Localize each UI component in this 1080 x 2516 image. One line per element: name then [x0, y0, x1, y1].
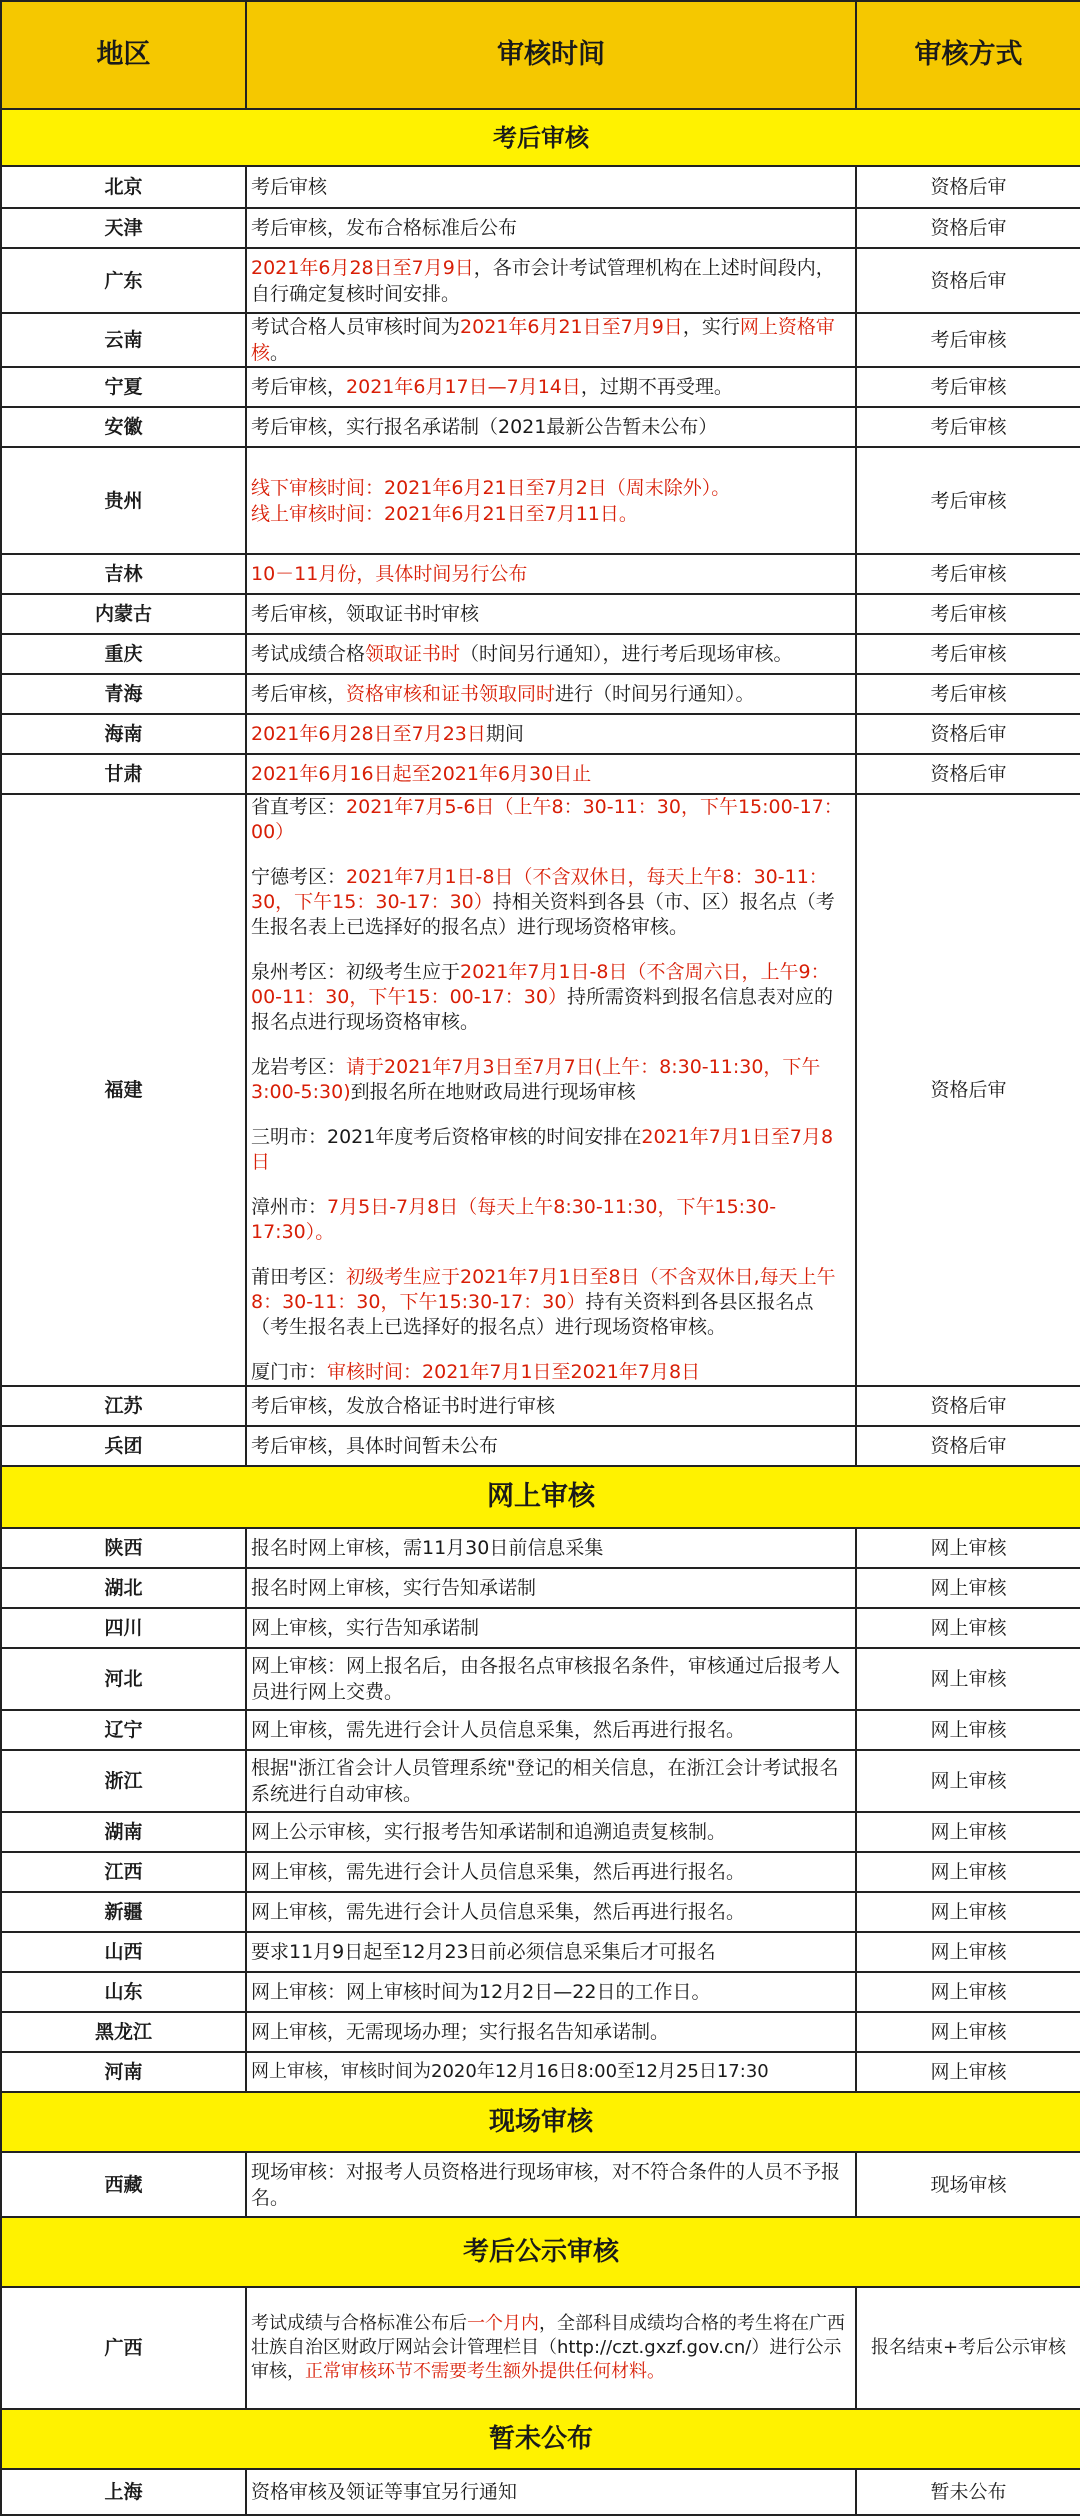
- region-cell: 天津: [1, 208, 246, 248]
- table-row: [1, 554, 1080, 594]
- time-cell: 考后审核，实行报名承诺制（2021最新公告暂未公布）: [246, 407, 856, 447]
- region-cell: 江西: [1, 1852, 246, 1892]
- time-text: 厦门市：: [251, 1361, 328, 1383]
- time-highlight: 网上资格审核: [251, 316, 835, 364]
- method-cell: 考后审核: [856, 313, 1080, 367]
- method-cell: 网上审核: [856, 1972, 1080, 2012]
- region-cell: 河南: [1, 2052, 246, 2092]
- method-cell: 网上审核: [856, 1528, 1080, 1568]
- time-cell: 网上审核，审核时间为2020年12月16日8:00至12月25日17:30: [246, 2052, 856, 2092]
- region-cell: 江苏: [1, 1386, 246, 1426]
- time-highlight: 2021年6月17日—7月14日: [346, 376, 581, 398]
- method-cell: 资格后审: [856, 714, 1080, 754]
- time-cell: 考后审核，发布合格标准后公布: [246, 208, 856, 248]
- table-row: [1, 407, 1080, 447]
- time-cell: 报名时网上审核，实行告知承诺制: [246, 1568, 856, 1608]
- table-row: [1, 634, 1080, 674]
- table-row: [1, 1426, 1080, 1466]
- fujian-paragraph: [251, 1055, 851, 1105]
- time-cell: [246, 248, 856, 313]
- method-cell: 网上审核: [856, 1648, 1080, 1710]
- method-cell: 资格后审: [856, 248, 1080, 313]
- method-cell: 资格后审: [856, 208, 1080, 248]
- fujian-paragraph: [251, 1360, 851, 1385]
- time-cell: 网上审核，需先进行会计人员信息采集，然后再进行报名。: [246, 1852, 856, 1892]
- time-cell: 网上审核，实行告知承诺制: [246, 1608, 856, 1648]
- region-cell: 四川: [1, 1608, 246, 1648]
- time-text: 泉州考区：初级考生应于: [251, 961, 461, 983]
- region-cell: 兵团: [1, 1426, 246, 1466]
- region-cell: 湖北: [1, 1568, 246, 1608]
- method-cell: 网上审核: [856, 2012, 1080, 2052]
- time-cell: 网上审核：网上报名后，由各报名点审核报名条件，审核通过后报考人员进行网上交费。: [246, 1648, 856, 1710]
- section-row: [1, 2217, 1080, 2287]
- time-highlight: 2021年6月28日至7月9日: [251, 256, 474, 279]
- time-cell: 报名时网上审核，需11月30日前信息采集: [246, 1528, 856, 1568]
- method-cell: 暂未公布: [856, 2469, 1080, 2515]
- time-text: 进行（时间另行通知）。: [555, 683, 755, 705]
- region-cell: 湖南: [1, 1812, 246, 1852]
- table-row: [1, 674, 1080, 714]
- time-highlight: 2021年7月1日-8日（不含周六日，上午9：00-11：30，下午15：00-17：30）: [251, 961, 830, 1008]
- method-cell: 网上审核: [856, 1710, 1080, 1750]
- time-highlight: 线下审核时间：2021年6月21日至7月2日（周末除外）。: [251, 476, 731, 499]
- time-cell: 要求11月9日起至12月23日前必须信息采集后才可报名: [246, 1932, 856, 1972]
- fujian-paragraph: [251, 1265, 851, 1340]
- time-cell: [246, 447, 856, 554]
- region-cell: 北京: [1, 166, 246, 208]
- section-online: 网上审核: [1, 1466, 1080, 1528]
- time-highlight: 请于2021年7月3日至7月7日(上午：8:30-11:30，下午3:00-5:30): [251, 1056, 821, 1103]
- time-cell: 网上审核，需先进行会计人员信息采集，然后再进行报名。: [246, 1710, 856, 1750]
- time-highlight: 7月5日-7月8日（每天上午8:30-11:30，下午15:30-17:30）。: [251, 1196, 777, 1243]
- time-highlight: 资格审核和证书领取同时: [346, 683, 556, 705]
- time-text: 省直考区：: [251, 796, 347, 818]
- method-cell: 网上审核: [856, 1568, 1080, 1608]
- region-cell: 西藏: [1, 2152, 246, 2217]
- time-cell: 根据"浙江省会计人员管理系统"登记的相关信息，在浙江会计考试报名系统进行自动审核。: [246, 1750, 856, 1812]
- time-text: 。: [270, 342, 290, 364]
- table-row: [1, 1892, 1080, 1932]
- region-cell: 重庆: [1, 634, 246, 674]
- region-cell: 青海: [1, 674, 246, 714]
- section-row: [1, 2409, 1080, 2469]
- table-row: [1, 367, 1080, 407]
- time-cell: 网上审核，需先进行会计人员信息采集，然后再进行报名。: [246, 1892, 856, 1932]
- time-text: 考后审核，: [251, 683, 347, 705]
- time-cell: 资格审核及领证等事宜另行通知: [246, 2469, 856, 2515]
- time-text: 龙岩考区：: [251, 1056, 347, 1078]
- time-highlight: 2021年7月1日-8日（不含双休日，每天上午8：30-11：30，下午15：30-17：30）: [251, 866, 828, 913]
- time-highlight: 领取证书时: [365, 643, 461, 665]
- time-text: 漳州市：: [251, 1196, 328, 1218]
- method-cell: 考后审核: [856, 407, 1080, 447]
- table-row: [1, 208, 1080, 248]
- method-cell: 网上审核: [856, 1608, 1080, 1648]
- time-text: 持相关资料到各县（市、区）报名点（考生报名表上已选择好的报名点）进行现场资格审核。: [251, 891, 835, 938]
- time-cell: [246, 2287, 856, 2409]
- method-cell: 网上审核: [856, 1812, 1080, 1852]
- time-text: ，过期不再受理。: [580, 376, 733, 398]
- time-cell: 现场审核：对报考人员资格进行现场审核，对不符合条件的人员不予报名。: [246, 2152, 856, 2217]
- time-cell: 10－11月份，具体时间另行公布: [246, 554, 856, 594]
- section-row: [1, 1466, 1080, 1528]
- section-row: [1, 2092, 1080, 2152]
- method-cell: 网上审核: [856, 1932, 1080, 1972]
- method-cell: 考后审核: [856, 634, 1080, 674]
- time-text: ，各市会计考试管理机构在上述时间段内，自行确定复核时间安排。: [251, 256, 835, 305]
- time-text: 期间: [485, 723, 524, 745]
- header-row: [1, 1, 1080, 109]
- table-row: [1, 1932, 1080, 1972]
- region-cell: 福建: [1, 794, 246, 1386]
- method-cell: 考后审核: [856, 674, 1080, 714]
- region-cell: 山东: [1, 1972, 246, 2012]
- method-cell: 考后审核: [856, 367, 1080, 407]
- method-cell: 报名结束+考后公示审核: [856, 2287, 1080, 2409]
- time-cell: 2021年6月16日起至2021年6月30日止: [246, 754, 856, 794]
- section-post-exam: 考后审核: [1, 109, 1080, 166]
- time-cell: 网上公示审核，实行报考告知承诺制和追溯追责复核制。: [246, 1812, 856, 1852]
- time-cell: 网上审核：网上审核时间为12月2日—22日的工作日。: [246, 1972, 856, 2012]
- region-cell: 贵州: [1, 447, 246, 554]
- time-text: 持所需资料到报名信息表对应的报名点进行现场资格审核。: [251, 986, 833, 1033]
- time-cell: 考后审核，具体时间暂未公布: [246, 1426, 856, 1466]
- fujian-paragraph: [251, 1125, 851, 1175]
- table-row: [1, 1386, 1080, 1426]
- method-cell: 考后审核: [856, 554, 1080, 594]
- table-row: [1, 166, 1080, 208]
- header-time: 审核时间: [246, 1, 856, 109]
- time-cell: 网上审核，无需现场办理；实行报名告知承诺制。: [246, 2012, 856, 2052]
- method-cell: 网上审核: [856, 2052, 1080, 2092]
- time-cell: 考后审核，领取证书时审核: [246, 594, 856, 634]
- method-cell: 资格后审: [856, 1426, 1080, 1466]
- time-cell: [246, 634, 856, 674]
- method-cell: 资格后审: [856, 754, 1080, 794]
- table-row: [1, 1608, 1080, 1648]
- time-text: 考后审核，: [251, 376, 347, 398]
- region-cell: 安徽: [1, 407, 246, 447]
- table-row: [1, 2287, 1080, 2409]
- region-cell: 上海: [1, 2469, 246, 2515]
- time-cell: [246, 367, 856, 407]
- table-row: [1, 1568, 1080, 1608]
- table-row: [1, 2012, 1080, 2052]
- method-cell: 网上审核: [856, 1852, 1080, 1892]
- method-cell: 网上审核: [856, 1750, 1080, 1812]
- time-highlight: 2021年6月28日至7月23日: [251, 723, 486, 745]
- time-text: 莆田考区：: [251, 1266, 347, 1288]
- method-cell: 考后审核: [856, 594, 1080, 634]
- region-cell: 甘肃: [1, 754, 246, 794]
- region-cell: 内蒙古: [1, 594, 246, 634]
- region-cell: 浙江: [1, 1750, 246, 1812]
- table-row: [1, 794, 1080, 1386]
- region-cell: 新疆: [1, 1892, 246, 1932]
- time-text: 考试成绩合格: [251, 643, 366, 665]
- time-cell: 考后审核: [246, 166, 856, 208]
- method-cell: 资格后审: [856, 794, 1080, 1386]
- time-cell: [246, 674, 856, 714]
- table-row: [1, 1710, 1080, 1750]
- time-cell: [246, 714, 856, 754]
- time-text: ，实行: [682, 316, 740, 338]
- fujian-paragraph: [251, 1195, 851, 1245]
- time-highlight: 一个月内: [467, 2313, 539, 2334]
- time-text: 持有关资料到各县区报名点（考生报名表上已选择好的报名点）进行现场资格审核。: [251, 1291, 814, 1338]
- time-highlight: 2021年7月5-6日（上午8：30-11：30，下午15:00-17：00）: [251, 796, 843, 843]
- table-row: [1, 1812, 1080, 1852]
- region-cell: 海南: [1, 714, 246, 754]
- method-cell: 资格后审: [856, 1386, 1080, 1426]
- time-highlight: 2021年6月21日至7月9日: [460, 316, 683, 338]
- time-text: 三明市：2021年度考后资格审核的时间安排在: [251, 1126, 642, 1148]
- section-onsite: 现场审核: [1, 2092, 1080, 2152]
- table-row: [1, 1852, 1080, 1892]
- region-cell: 河北: [1, 1648, 246, 1710]
- section-public: 考后公示审核: [1, 2217, 1080, 2287]
- region-cell: 吉林: [1, 554, 246, 594]
- region-cell: 广东: [1, 248, 246, 313]
- table-row: [1, 594, 1080, 634]
- time-cell: 考后审核，发放合格证书时进行审核: [246, 1386, 856, 1426]
- table-row: [1, 2052, 1080, 2092]
- time-highlight: 审核时间：2021年7月1日至2021年7月8日: [327, 1361, 701, 1383]
- region-cell: 广西: [1, 2287, 246, 2409]
- header-region: 地区: [1, 1, 246, 109]
- time-text: 宁德考区：: [251, 866, 347, 888]
- time-highlight: 2021年7月1日至7月8日: [251, 1126, 834, 1173]
- table-row: [1, 1750, 1080, 1812]
- table-row: [1, 2152, 1080, 2217]
- fujian-paragraph: [251, 795, 851, 845]
- table-row: [1, 248, 1080, 313]
- time-cell: [246, 313, 856, 367]
- table-row: [1, 714, 1080, 754]
- method-cell: 考后审核: [856, 447, 1080, 554]
- table-row: [1, 1972, 1080, 2012]
- table-row: [1, 1648, 1080, 1710]
- time-cell: [246, 794, 856, 1386]
- section-pending: 暂未公布: [1, 2409, 1080, 2469]
- section-row: [1, 109, 1080, 166]
- method-cell: 资格后审: [856, 166, 1080, 208]
- header-method: 审核方式: [856, 1, 1080, 109]
- method-cell: 网上审核: [856, 1892, 1080, 1932]
- time-text: ，全部科目成绩均合格的考生将在广西壮族自治区财政厅网站会计管理栏目（http://czt.gxzf.gov.cn/）进行公示审核，: [251, 2313, 845, 2382]
- fujian-paragraph: [251, 865, 851, 940]
- method-cell: 现场审核: [856, 2152, 1080, 2217]
- time-text: （时间另行通知），进行考后现场审核。: [460, 643, 793, 665]
- table-row: [1, 2469, 1080, 2515]
- region-cell: 云南: [1, 313, 246, 367]
- region-cell: 宁夏: [1, 367, 246, 407]
- table-row: [1, 1528, 1080, 1568]
- time-text: 到报名所在地财政局进行现场审核: [350, 1081, 636, 1103]
- time-highlight: 正常审核环节不需要考生额外提供任何材料。: [305, 2361, 665, 2382]
- table-row: [1, 754, 1080, 794]
- time-text: 考试成绩与合格标准公布后: [251, 2313, 467, 2334]
- region-cell: 黑龙江: [1, 2012, 246, 2052]
- region-cell: 辽宁: [1, 1710, 246, 1750]
- region-cell: 山西: [1, 1932, 246, 1972]
- time-highlight: 初级考生应于2021年7月1日至8日（不含双休日,每天上午8：30-11：30，下午15:30-17：30）: [251, 1266, 836, 1313]
- region-cell: 陕西: [1, 1528, 246, 1568]
- table-row: [1, 313, 1080, 367]
- time-highlight: 线上审核时间：2021年6月21日至7月11日。: [251, 502, 638, 525]
- fujian-paragraph: [251, 960, 851, 1035]
- table-row: [1, 447, 1080, 554]
- time-text: 考试合格人员审核时间为: [251, 316, 461, 338]
